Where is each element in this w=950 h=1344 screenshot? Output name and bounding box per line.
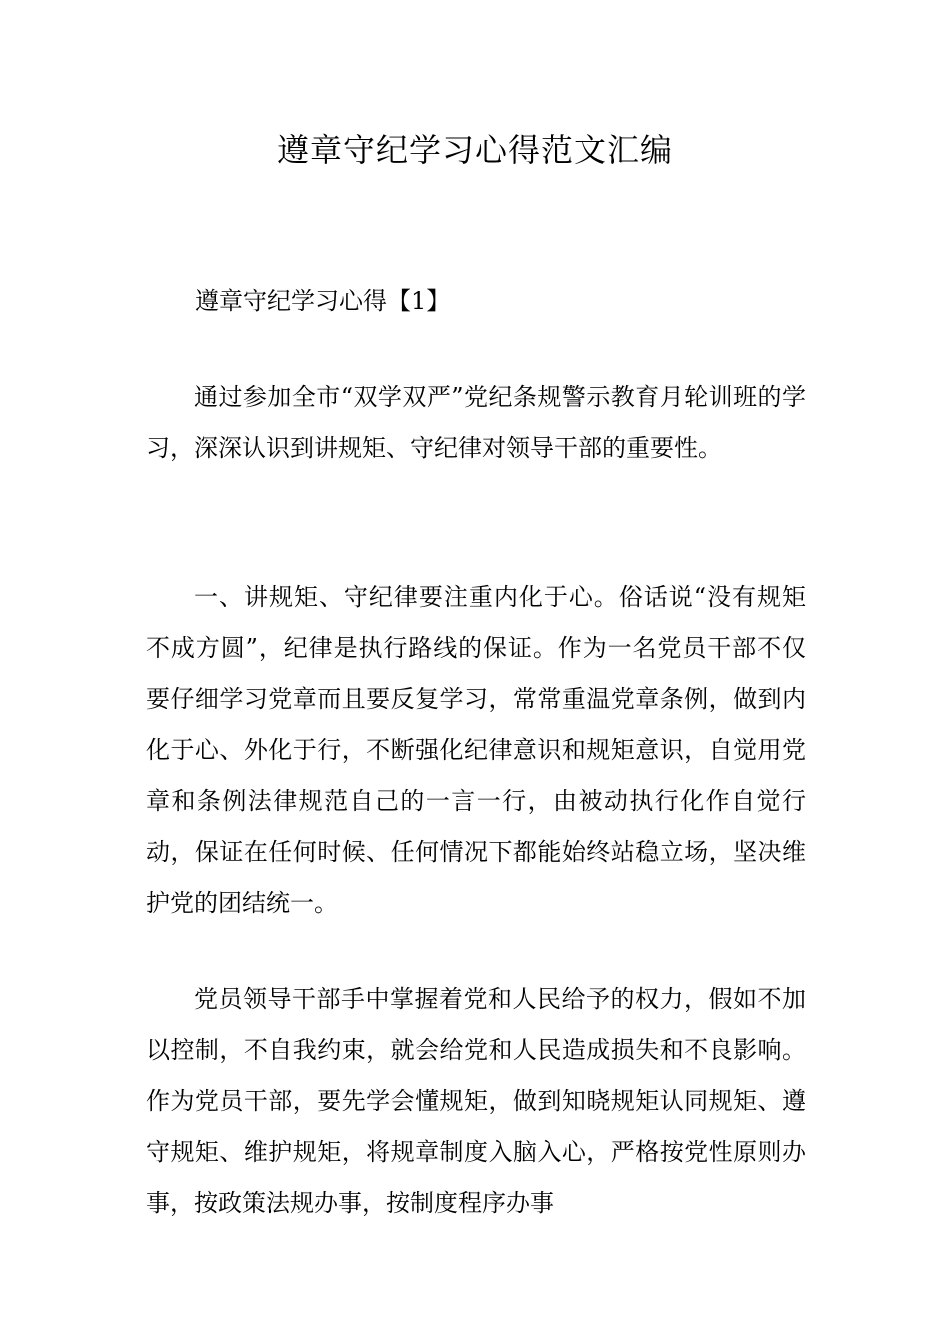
paragraph-point-one: 一、讲规矩、守纪律要注重内化于心。俗话说“没有规矩不成方圆”，纪律是执行路线的保证。作为一名党员干部不仅要仔细学习党章而且要反复学习，常常重温党章条例，做到内化于心、外化于行，不断强化纪律意识和规矩意识，自觉用党章和条例法律规范自己的一言一行，由被动执行化作自觉行动，保证在任何时候、任何情况下都能始终站稳立场，坚决维护党的团结统一。	[146, 583, 806, 917]
document-title: 遵章守纪学习心得范文汇编	[276, 131, 673, 169]
paragraph-intro: 通过参加全市“双学双严”党纪条规警示教育月轮训班的学习，深深认识到讲规矩、守纪律对领导干部的重要性。	[146, 383, 806, 462]
section-heading: 遵章守纪学习心得【1】	[195, 287, 451, 315]
paragraph-power-restraint: 党员领导干部手中掌握着党和人民给予的权力，假如不加以控制，不自我约束，就会给党和人民造成损失和不良影响。作为党员干部，要先学会懂规矩，做到知晓规矩认同规矩、遵守规矩、维护规矩，将规章制度入脑入心，严格按党性原则办事，按政策法规办事，按制度程序办事	[146, 985, 806, 1217]
